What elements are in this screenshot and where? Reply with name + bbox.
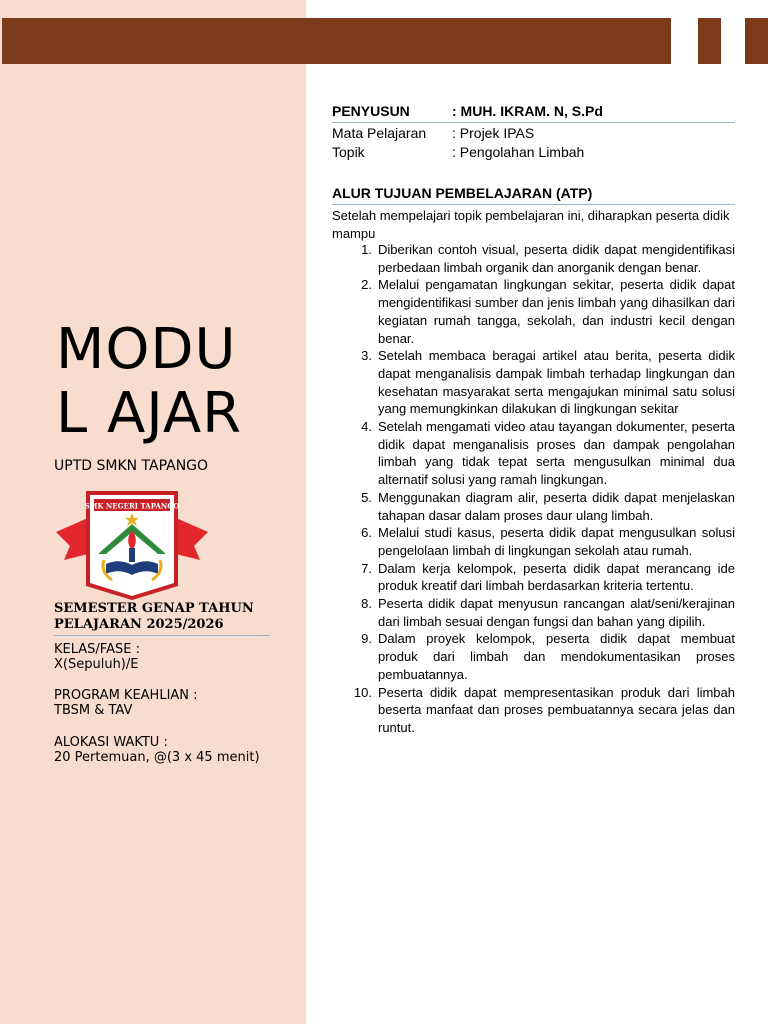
atp-item-text: Melalui pengamatan lingkungan sekitar, peserta didik dapat mengidentifikasi sumber dan jenis limbah yang dihasilkan dari kegiatan rumah tangga, sekolah, dan industri kecil dengan benar. [378, 277, 735, 346]
atp-item-number: 9. [361, 631, 372, 647]
atp-item-number: 7. [361, 560, 372, 576]
penyusun-label: PENYUSUN [332, 103, 410, 119]
atp-item [332, 241, 735, 276]
atp-item-number: 6. [361, 525, 372, 541]
atp-item-number: 10. [353, 684, 372, 700]
atp-item-number: 2. [361, 277, 372, 293]
atp-item-number: 1. [361, 242, 372, 257]
school-logo [54, 488, 210, 602]
atp-item-text: Peserta didik dapat mempresentasikan produk dari limbah beserta manfaat dan proses pembuatannya secara jelas dan runtut. [378, 684, 735, 735]
atp-item-text: Melalui studi kasus, peserta didik dapat mengusulkan solusi pengelolaan limbah di lingkungan sekolah atau rumah. [378, 525, 735, 558]
atp-item-number: 4. [361, 419, 372, 435]
document-title: MODU L AJAR [56, 317, 243, 446]
atp-heading: ALUR TUJUAN PEMBELAJARAN (ATP) [332, 184, 735, 205]
atp-item [332, 560, 735, 595]
topik-value: : Pengolahan Limbah [452, 144, 585, 160]
school-name: UPTD SMKN TAPANGO [54, 458, 209, 474]
penyusun-row [332, 102, 735, 123]
atp-item-text: Setelah mengamati video atau tayangan dokumenter, peserta didik dapat menganalisis proses dan dampak pengolahan limbah yang tidak tepat serta mengusulkan minimal dua alternatif solusi yang ramah lingkungan. [378, 419, 735, 488]
atp-item [332, 276, 735, 347]
mapel-row [332, 124, 735, 143]
kelas-fase: KELAS/FASE : X(Sepuluh)/E [54, 642, 140, 672]
atp-item-text: Setelah membaca beragai artikel atau berita, peserta didik dapat menganalisis dampak limbah terhadap lingkungan dan kesehatan masyarakat serta mengajukan minimal satu solusi yang memungkinkan dilakukan di lingkungan sekitar [378, 348, 735, 417]
header-block-2 [745, 18, 768, 64]
atp-item [332, 347, 735, 418]
mapel-value: : Projek IPAS [452, 125, 535, 141]
atp-item [332, 489, 735, 524]
atp-item-number: 8. [361, 596, 372, 612]
meta-block [332, 124, 735, 162]
header-block-1 [698, 18, 721, 64]
atp-item-text: Peserta didik dapat menyusun rancangan alat/seni/kerajinan dari limbah sesuai dengan fungsi dan bahan yang dipilih. [378, 596, 735, 629]
atp-item-number: 3. [361, 348, 372, 364]
penyusun-value: : MUH. IKRAM. N, S.Pd [452, 103, 603, 119]
topik-row [332, 143, 735, 162]
atp-item [332, 595, 735, 630]
atp-item-text: Menggunakan diagram alir, peserta didik dapat menjelaskan tahapan dasar dalam proses daur ulang limbah. [378, 489, 735, 523]
alokasi-waktu: ALOKASI WAKTU : 20 Pertemuan, @(3 x 45 menit) [54, 735, 260, 765]
atp-list [332, 241, 735, 737]
atp-item [332, 684, 735, 737]
logo-text: SMK NEGERI TAPANGO [84, 501, 180, 511]
atp-item [332, 630, 735, 683]
topik-label: Topik [332, 144, 365, 160]
atp-item [332, 418, 735, 489]
atp-intro: Setelah mempelajari topik pembelajaran ini, diharapkan peserta didik mampu [332, 208, 730, 241]
header-bar [2, 18, 671, 64]
semester-label: SEMESTER GENAP TAHUN PELAJARAN 2025/2026 [54, 601, 270, 636]
atp-item [332, 524, 735, 559]
atp-item-text: Dalam proyek kelompok, peserta didik dapat membuat produk dari limbah dan mendokumentasikan proses pembuatannya. [378, 631, 735, 682]
atp-item-number: 5. [361, 489, 372, 505]
program-keahlian: PROGRAM KEAHLIAN : TBSM & TAV [54, 688, 198, 718]
atp-item-text: Diberikan contoh visual, peserta didik dapat mengidentifikasi perbedaan limbah organik dan anorganik dengan benar. [378, 242, 735, 275]
mapel-label: Mata Pelajaran [332, 125, 427, 141]
atp-item-text: Dalam kerja kelompok, peserta didik dapat merancang ide produk kreatif dari limbah berdasarkan kriteria tertentu. [378, 560, 735, 594]
